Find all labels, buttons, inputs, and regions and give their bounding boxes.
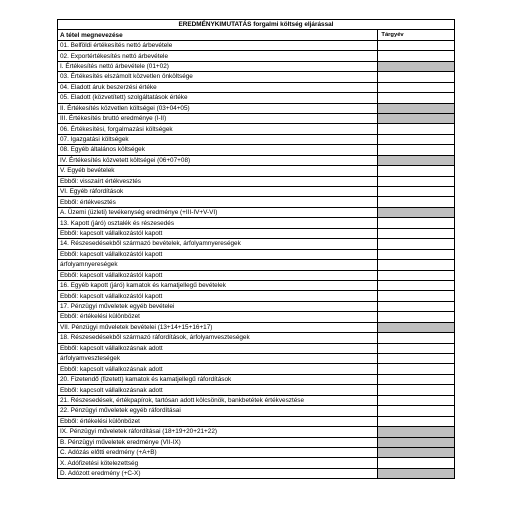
row-value-cell[interactable]	[378, 374, 455, 384]
row-label: Ebből: kapcsolt vállalkozásnak adott	[58, 343, 378, 353]
table-row	[58, 155, 455, 165]
row-value-cell[interactable]	[378, 385, 455, 395]
row-label: 22. Pénzügyi műveletek egyéb ráfordításai	[58, 406, 378, 416]
row-value-cell[interactable]	[378, 93, 455, 103]
row-value-cell-shaded[interactable]	[378, 427, 455, 437]
row-label: 18. Részesedésekből származó ráfordítások, árfolyamveszteségek	[58, 333, 378, 343]
row-label: 16. Egyéb kapott (járó) kamatok és kamatjellegű bevételek	[58, 280, 378, 290]
row-value-cell-shaded[interactable]	[378, 61, 455, 71]
row-value-cell[interactable]	[378, 228, 455, 238]
table-row	[58, 249, 455, 259]
row-label: árfolyamnyereségek	[58, 260, 378, 270]
row-value-cell[interactable]	[378, 364, 455, 374]
row-label: Ebből: kapcsolt vállalkozástól kapott	[58, 249, 378, 259]
row-value-cell[interactable]	[378, 260, 455, 270]
row-value-cell[interactable]	[378, 166, 455, 176]
table-row	[58, 72, 455, 82]
row-label: Ebből: értékelési különbözet	[58, 312, 378, 322]
table-row	[58, 187, 455, 197]
header-item-name: A tétel megnevezése	[58, 30, 378, 40]
table-row	[58, 437, 455, 447]
row-value-cell-shaded[interactable]	[378, 113, 455, 123]
table-row	[58, 134, 455, 144]
row-value-cell[interactable]	[378, 124, 455, 134]
header-current-year: Tárgyév	[378, 30, 455, 40]
row-label: I. Értékesítés nettó árbevétele (01+02)	[58, 61, 378, 71]
income-statement-body	[58, 20, 455, 479]
table-row	[58, 458, 455, 468]
row-label: 17. Pénzügyi műveletek egyéb bevételei	[58, 301, 378, 311]
row-value-cell-shaded[interactable]	[378, 322, 455, 332]
row-label: 07. Igazgatási költségek	[58, 134, 378, 144]
row-value-cell[interactable]	[378, 145, 455, 155]
table-row	[58, 343, 455, 353]
table-row	[58, 427, 455, 437]
table-row	[58, 207, 455, 217]
table-row	[58, 468, 455, 478]
row-label: 03. Értékesítés elszámolt közvetlen önköltsége	[58, 72, 378, 82]
table-row	[58, 406, 455, 416]
row-value-cell[interactable]	[378, 301, 455, 311]
title-row	[58, 20, 455, 30]
row-label: 08. Egyéb általános költségek	[58, 145, 378, 155]
row-value-cell[interactable]	[378, 333, 455, 343]
table-row	[58, 93, 455, 103]
row-label: Ebből: kapcsolt vállalkozástól kapott	[58, 228, 378, 238]
row-value-cell[interactable]	[378, 72, 455, 82]
row-value-cell[interactable]	[378, 187, 455, 197]
row-value-cell-shaded[interactable]	[378, 468, 455, 478]
row-value-cell[interactable]	[378, 395, 455, 405]
row-value-cell[interactable]	[378, 416, 455, 426]
row-value-cell[interactable]	[378, 82, 455, 92]
row-label: Ebből: kapcsolt vállalkozástól kapott	[58, 291, 378, 301]
table-row	[58, 260, 455, 270]
row-label: IX. Pénzügyi műveletek ráfordításai (18+19+20+21+22)	[58, 427, 378, 437]
row-value-cell[interactable]	[378, 291, 455, 301]
row-value-cell-shaded[interactable]	[378, 207, 455, 217]
row-label: Ebből: visszaírt értékvesztés	[58, 176, 378, 186]
row-label: B. Pénzügyi műveletek eredménye (VII-IX)	[58, 437, 378, 447]
row-label: Ebből: értékvesztés	[58, 197, 378, 207]
table-row	[58, 447, 455, 457]
row-label: 06. Értékesítési, forgalmazási költségek	[58, 124, 378, 134]
row-label: IV. Értékesítés közvetett költségei (06+07+08)	[58, 155, 378, 165]
table-row	[58, 239, 455, 249]
row-label: árfolyamveszteségek	[58, 354, 378, 364]
table-title: EREDMÉNYKIMUTATÁS forgalmi költség eljárással	[58, 20, 455, 30]
row-label: 05. Eladott (közvetített) szolgáltatások értéke	[58, 93, 378, 103]
row-value-cell[interactable]	[378, 249, 455, 259]
row-label: VI. Egyéb ráfordítások	[58, 187, 378, 197]
row-label: V. Egyéb bevételek	[58, 166, 378, 176]
table-row	[58, 364, 455, 374]
row-label: Ebből: értékelési különbözet	[58, 416, 378, 426]
row-value-cell[interactable]	[378, 406, 455, 416]
row-label: Ebből: kapcsolt vállalkozásnak adott	[58, 364, 378, 374]
income-statement-table	[57, 19, 455, 479]
row-label: II. Értékesítés közvetlen költségei (03+04+05)	[58, 103, 378, 113]
table-row	[58, 103, 455, 113]
row-label: 01. Belföldi értékesítés nettó árbevétele	[58, 40, 378, 50]
table-row	[58, 333, 455, 343]
row-value-cell-shaded[interactable]	[378, 437, 455, 447]
row-value-cell[interactable]	[378, 312, 455, 322]
header-row	[58, 30, 455, 40]
table-row	[58, 385, 455, 395]
row-value-cell-shaded[interactable]	[378, 447, 455, 457]
row-label: 04. Eladott áruk beszerzési értéke	[58, 82, 378, 92]
table-row	[58, 395, 455, 405]
table-row	[58, 40, 455, 50]
row-value-cell[interactable]	[378, 197, 455, 207]
table-row	[58, 301, 455, 311]
row-label: VII. Pénzügyi műveletek bevételei (13+14+15+16+17)	[58, 322, 378, 332]
table-row	[58, 145, 455, 155]
table-row	[58, 312, 455, 322]
table-row	[58, 113, 455, 123]
row-value-cell-shaded[interactable]	[378, 103, 455, 113]
table-row	[58, 61, 455, 71]
row-value-cell[interactable]	[378, 51, 455, 61]
table-row	[58, 280, 455, 290]
row-label: X. Adófizetési kötelezettség	[58, 458, 378, 468]
row-value-cell[interactable]	[378, 134, 455, 144]
row-label: A. Üzemi (üzleti) tevékenység eredménye (+III-IV+V-VI)	[58, 207, 378, 217]
row-value-cell[interactable]	[378, 40, 455, 50]
table-row	[58, 354, 455, 364]
row-value-cell[interactable]	[378, 176, 455, 186]
row-label: 14. Részesedésekből származó bevételek, árfolyamnyereségek	[58, 239, 378, 249]
table-row	[58, 197, 455, 207]
row-label: 21. Részesedések, értékpapírok, tartósan adott kölcsönök, bankbetétek értékvesztése	[58, 395, 378, 405]
table-row	[58, 82, 455, 92]
row-value-cell-shaded[interactable]	[378, 155, 455, 165]
table-row	[58, 124, 455, 134]
row-value-cell[interactable]	[378, 458, 455, 468]
table-row	[58, 270, 455, 280]
table-row	[58, 176, 455, 186]
row-label: Ebből: kapcsolt vállalkozásnak adott	[58, 385, 378, 395]
table-row	[58, 166, 455, 176]
row-value-cell[interactable]	[378, 280, 455, 290]
table-row	[58, 416, 455, 426]
row-label: III. Értékesítés bruttó eredménye (I-II)	[58, 113, 378, 123]
row-label: D. Adózott eredmény (+C-X)	[58, 468, 378, 478]
row-label: 13. Kapott (járó) osztalék és részesedés	[58, 218, 378, 228]
row-value-cell[interactable]	[378, 239, 455, 249]
row-label: 02. Exportértékesítés nettó árbevétele	[58, 51, 378, 61]
row-label: Ebből: kapcsolt vállalkozástól kapott	[58, 270, 378, 280]
row-label: C. Adózás előtti eredmény (+A+B)	[58, 447, 378, 457]
table-row	[58, 322, 455, 332]
row-value-cell[interactable]	[378, 343, 455, 353]
row-value-cell[interactable]	[378, 354, 455, 364]
table-row	[58, 228, 455, 238]
table-row	[58, 374, 455, 384]
table-row	[58, 51, 455, 61]
table-row	[58, 218, 455, 228]
table-row	[58, 291, 455, 301]
row-label: 20. Fizetendő (fizetett) kamatok és kamatjellegű ráfordítások	[58, 374, 378, 384]
row-value-cell[interactable]	[378, 218, 455, 228]
row-value-cell[interactable]	[378, 270, 455, 280]
